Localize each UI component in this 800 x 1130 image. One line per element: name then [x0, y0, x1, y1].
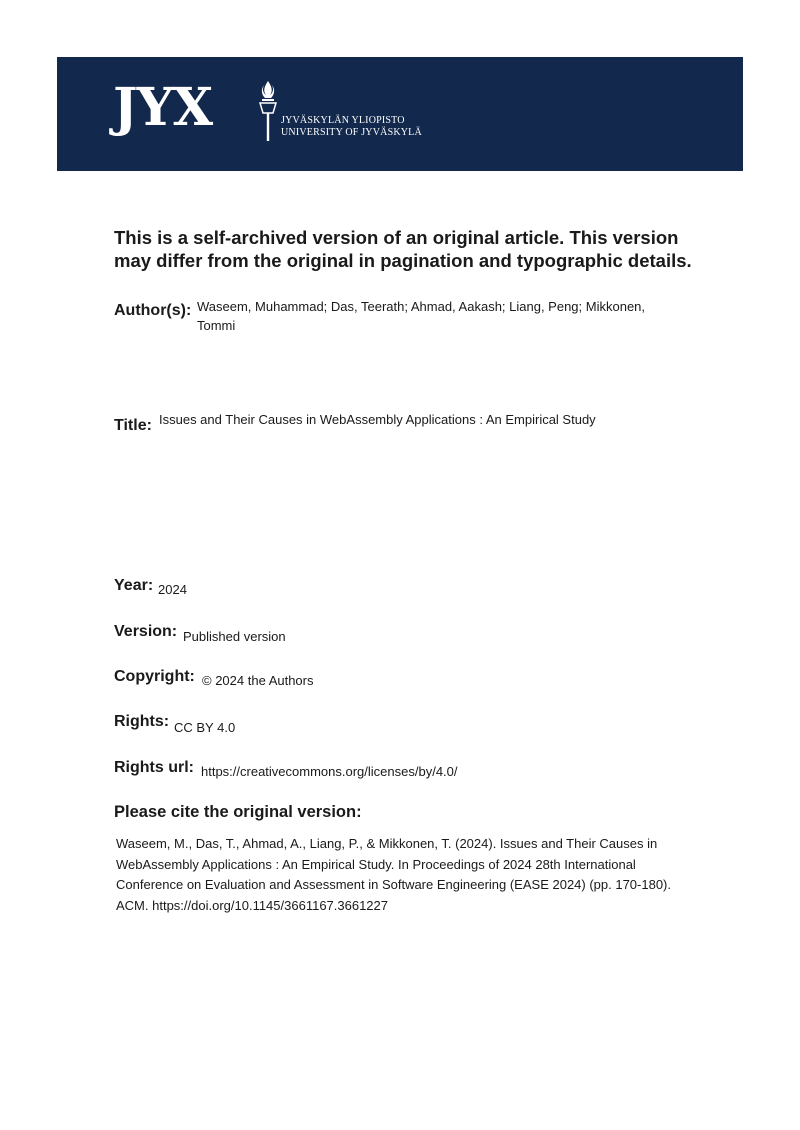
title-label: Title:	[114, 417, 152, 434]
jyx-logo: JYX	[113, 77, 213, 138]
title-value: Issues and Their Causes in WebAssembly Applications : An Empirical Study	[159, 412, 596, 427]
copyright-label: Copyright:	[114, 668, 195, 685]
self-archive-notice: This is a self-archived version of an original article. This version may differ from the original in pagination and typographic details.	[114, 227, 692, 271]
rights-label: Rights:	[114, 713, 170, 730]
version-label: Version:	[114, 623, 178, 640]
rights-url-link[interactable]: https://creativecommons.org/licenses/by/4.0/	[201, 764, 458, 779]
copyright-value: © 2024 the Authors	[202, 673, 314, 688]
university-name	[281, 115, 422, 139]
university-name-fi: JYVÄSKYLÄN YLIOPISTO	[281, 115, 405, 126]
citation-text: Waseem, M., Das, T., Ahmad, A., Liang, P., & Mikkonen, T. (2024). Issues and Their Causes in WebAssembly Applications : An Empirical Study. In Proceedings of 2024 28th International Conference on Evaluation and Assessment in Software Engineering (EASE 2024) (pp. 170-180). ACM. https://doi.org/10.1145/3661167.3661227	[116, 836, 672, 913]
version-value: Published version	[183, 629, 286, 644]
torch-icon	[254, 79, 282, 143]
citation-heading: Please cite the original version:	[114, 803, 362, 821]
year-label: Year:	[114, 577, 154, 594]
header-banner	[57, 57, 743, 171]
university-name-en: UNIVERSITY OF JYVÄSKYLÄ	[281, 127, 422, 138]
authors-label: Author(s):	[114, 302, 192, 319]
year-value: 2024	[158, 582, 187, 597]
rights-value: CC BY 4.0	[174, 720, 236, 735]
rights-url-label: Rights url:	[114, 759, 194, 776]
authors-value: Waseem, Muhammad; Das, Teerath; Ahmad, Aakash; Liang, Peng; Mikkonen, Tommi	[197, 299, 646, 333]
